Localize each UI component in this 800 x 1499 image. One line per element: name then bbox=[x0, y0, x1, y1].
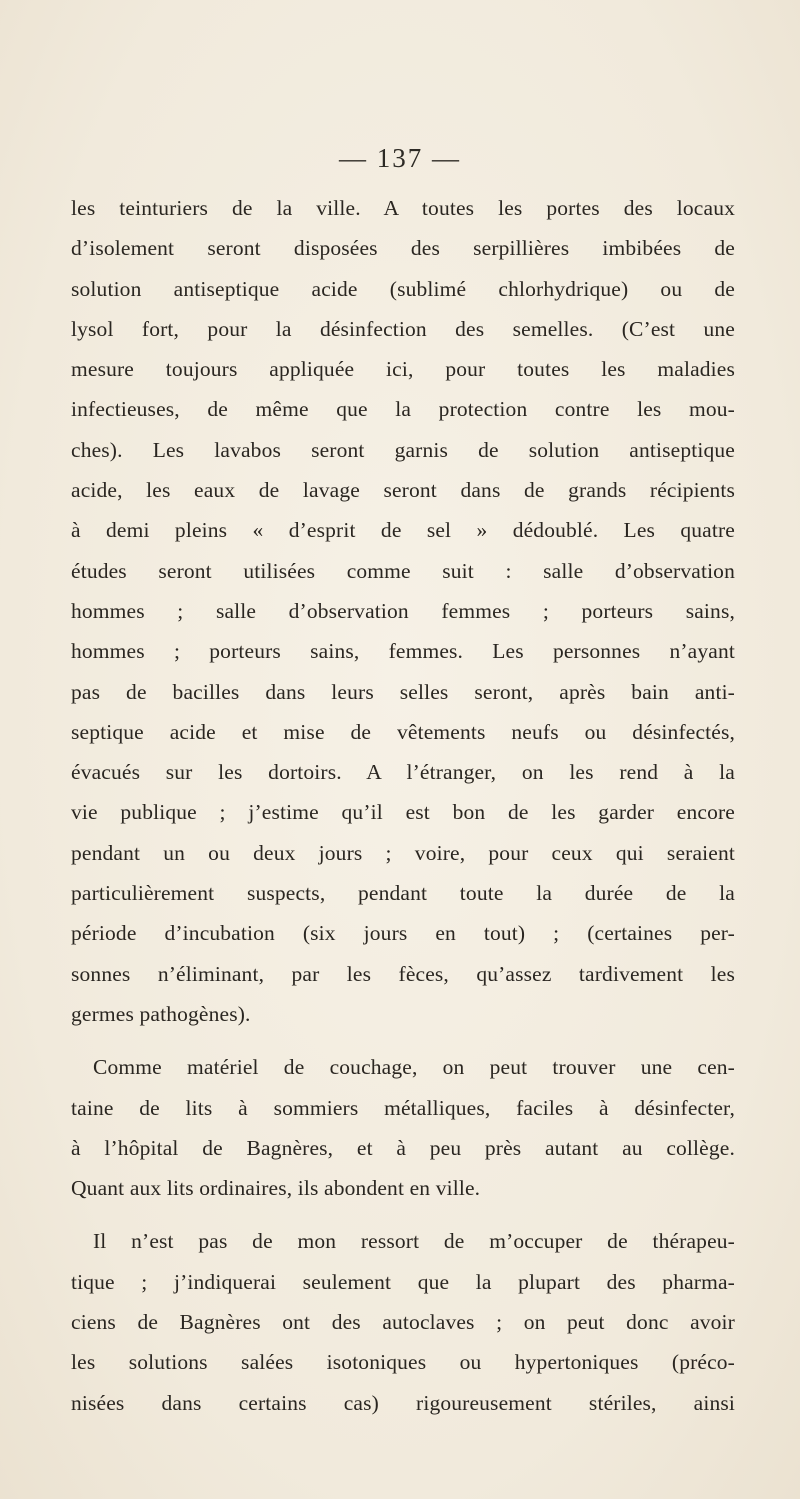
text-line: pendant un ou deux jours ; voire, pour ceux qui seraient bbox=[71, 840, 735, 865]
text-line: nisées dans certains cas) rigoureusement stériles, ainsi bbox=[71, 1390, 735, 1415]
text-line: sonnes n’éliminant, par les fèces, qu’assez tardivement les bbox=[71, 961, 735, 986]
text-line: hommes ; porteurs sains, femmes. Les personnes n’ayant bbox=[71, 639, 735, 664]
text-line: infectieuses, de même que la protection contre les mou- bbox=[71, 397, 735, 422]
text-line: évacués sur les dortoirs. A l’étranger, on les rend à la bbox=[71, 760, 735, 785]
text-line: mesure toujours appliquée ici, pour toutes les maladies bbox=[71, 357, 735, 382]
text-line: ciens de Bagnères ont des autoclaves ; on peut donc avoir bbox=[71, 1310, 735, 1335]
paragraph-2 bbox=[71, 1047, 735, 1208]
text-line: solution antiseptique acide (sublimé chlorhydrique) ou de bbox=[71, 276, 735, 301]
text-line: particulièrement suspects, pendant toute la durée de la bbox=[71, 881, 735, 906]
text-line: ches). Les lavabos seront garnis de solution antiseptique bbox=[71, 437, 735, 462]
body-text bbox=[71, 188, 735, 1423]
text-line: à demi pleins « d’esprit de sel » dédoublé. Les quatre bbox=[71, 518, 735, 543]
text-line: lysol fort, pour la désinfection des semelles. (C’est une bbox=[71, 316, 735, 341]
paragraph-3 bbox=[71, 1221, 735, 1422]
text-line: taine de lits à sommiers métalliques, faciles à désinfecter, bbox=[71, 1095, 735, 1120]
text-line: d’isolement seront disposées des serpillières imbibées de bbox=[71, 236, 735, 261]
text-line: acide, les eaux de lavage seront dans de grands récipients bbox=[71, 478, 735, 503]
text-line: les solutions salées isotoniques ou hypertoniques (préco- bbox=[71, 1350, 735, 1375]
text-line: Il n’est pas de mon ressort de m’occuper de thérapeu- bbox=[93, 1229, 735, 1254]
paragraph-gap bbox=[71, 1034, 735, 1047]
text-line: études seront utilisées comme suit : salle d’observation bbox=[71, 558, 735, 583]
paragraph-1 bbox=[71, 188, 735, 1034]
text-line: hommes ; salle d’observation femmes ; porteurs sains, bbox=[71, 598, 735, 623]
paragraph-gap bbox=[71, 1208, 735, 1221]
text-line: germes pathogènes). bbox=[71, 1001, 251, 1026]
text-line: pas de bacilles dans leurs selles seront, après bain anti- bbox=[71, 679, 735, 704]
text-line: septique acide et mise de vêtements neufs ou désinfectés, bbox=[71, 719, 735, 744]
page-number: — 137 — bbox=[339, 143, 461, 173]
text-line: Comme matériel de couchage, on peut trouver une cen- bbox=[93, 1055, 735, 1080]
text-line: à l’hôpital de Bagnères, et à peu près autant au collège. bbox=[71, 1135, 735, 1160]
text-line: vie publique ; j’estime qu’il est bon de les garder encore bbox=[71, 800, 735, 825]
text-line: tique ; j’indiquerai seulement que la plupart des pharma- bbox=[71, 1269, 735, 1294]
text-line: Quant aux lits ordinaires, ils abondent en ville. bbox=[71, 1176, 481, 1201]
text-line: les teinturiers de la ville. A toutes les portes des locaux bbox=[71, 196, 735, 220]
text-line: période d’incubation (six jours en tout) ; (certaines per- bbox=[71, 921, 735, 946]
